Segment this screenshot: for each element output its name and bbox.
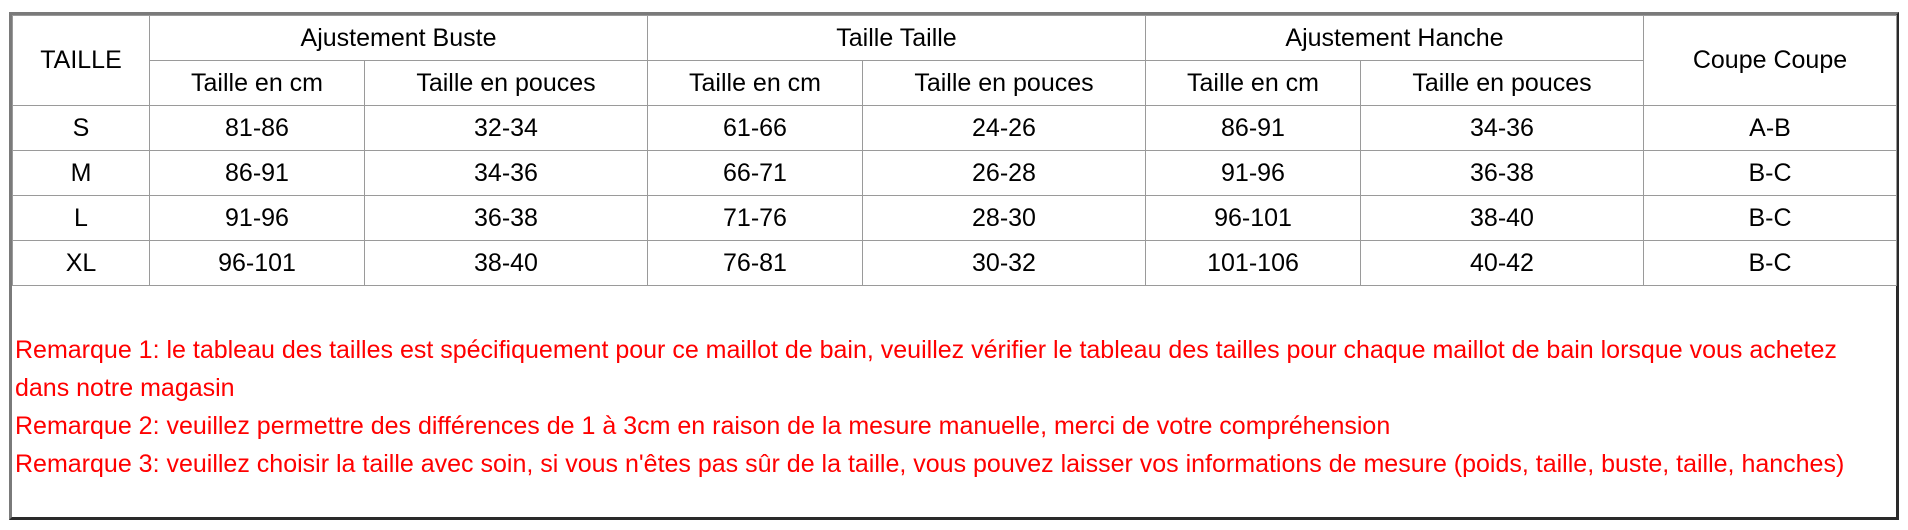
bust-cm-header: Taille en cm	[150, 61, 365, 106]
bust-cm-cell: 86-91	[150, 151, 365, 196]
table-row	[13, 106, 1897, 151]
table-row	[13, 151, 1897, 196]
waist-inch-cell: 30-32	[863, 241, 1146, 286]
waist-inch-cell: 24-26	[863, 106, 1146, 151]
bust-inch-cell: 32-34	[365, 106, 648, 151]
waist-cm-cell: 66-71	[648, 151, 863, 196]
waist-inch-cell: 28-30	[863, 196, 1146, 241]
table-row	[13, 196, 1897, 241]
hip-cm-cell: 101-106	[1146, 241, 1361, 286]
size-chart-table	[12, 15, 1897, 286]
waist-inch-cell: 26-28	[863, 151, 1146, 196]
waist-cm-header: Taille en cm	[648, 61, 863, 106]
cut-cell: A-B	[1644, 106, 1897, 151]
remarks-block	[15, 331, 1893, 483]
table-row	[13, 241, 1897, 286]
size-cell: M	[13, 151, 150, 196]
bust-cm-cell: 81-86	[150, 106, 365, 151]
bust-cm-cell: 91-96	[150, 196, 365, 241]
hip-cm-cell: 91-96	[1146, 151, 1361, 196]
hip-inch-header: Taille en pouces	[1361, 61, 1644, 106]
cut-column-header: Coupe Coupe	[1644, 16, 1897, 106]
remark-3: Remarque 3: veuillez choisir la taille avec soin, si vous n'êtes pas sûr de la taille, vous pouvez laisser vos informations de mesure (poids, taille, buste, taille, hanches)	[15, 450, 1845, 478]
size-column-header: TAILLE	[13, 16, 150, 106]
size-cell: XL	[13, 241, 150, 286]
cut-cell: B-C	[1644, 196, 1897, 241]
cut-cell: B-C	[1644, 241, 1897, 286]
hip-inch-cell: 40-42	[1361, 241, 1644, 286]
hip-cm-cell: 86-91	[1146, 106, 1361, 151]
group-header-row	[13, 16, 1897, 61]
hip-cm-header: Taille en cm	[1146, 61, 1361, 106]
waist-cm-cell: 76-81	[648, 241, 863, 286]
bust-inch-header: Taille en pouces	[365, 61, 648, 106]
hip-inch-cell: 34-36	[1361, 106, 1644, 151]
waist-inch-header: Taille en pouces	[863, 61, 1146, 106]
remark-1: Remarque 1: le tableau des tailles est spécifiquement pour ce maillot de bain, veuillez vérifier le tableau des tailles pour chaque maillot de bain lorsque vous achetez dans notre magasin	[15, 336, 1837, 402]
bust-inch-cell: 38-40	[365, 241, 648, 286]
hip-cm-cell: 96-101	[1146, 196, 1361, 241]
hip-inch-cell: 36-38	[1361, 151, 1644, 196]
size-chart-frame	[9, 12, 1899, 520]
waist-group-header: Taille Taille	[648, 16, 1146, 61]
cut-cell: B-C	[1644, 151, 1897, 196]
remark-2: Remarque 2: veuillez permettre des différences de 1 à 3cm en raison de la mesure manuelle, merci de votre compréhension	[15, 412, 1391, 440]
waist-cm-cell: 61-66	[648, 106, 863, 151]
size-cell: L	[13, 196, 150, 241]
bust-inch-cell: 36-38	[365, 196, 648, 241]
bust-group-header: Ajustement Buste	[150, 16, 648, 61]
bust-cm-cell: 96-101	[150, 241, 365, 286]
unit-header-row	[13, 61, 1897, 106]
size-cell: S	[13, 106, 150, 151]
hip-group-header: Ajustement Hanche	[1146, 16, 1644, 61]
bust-inch-cell: 34-36	[365, 151, 648, 196]
hip-inch-cell: 38-40	[1361, 196, 1644, 241]
waist-cm-cell: 71-76	[648, 196, 863, 241]
